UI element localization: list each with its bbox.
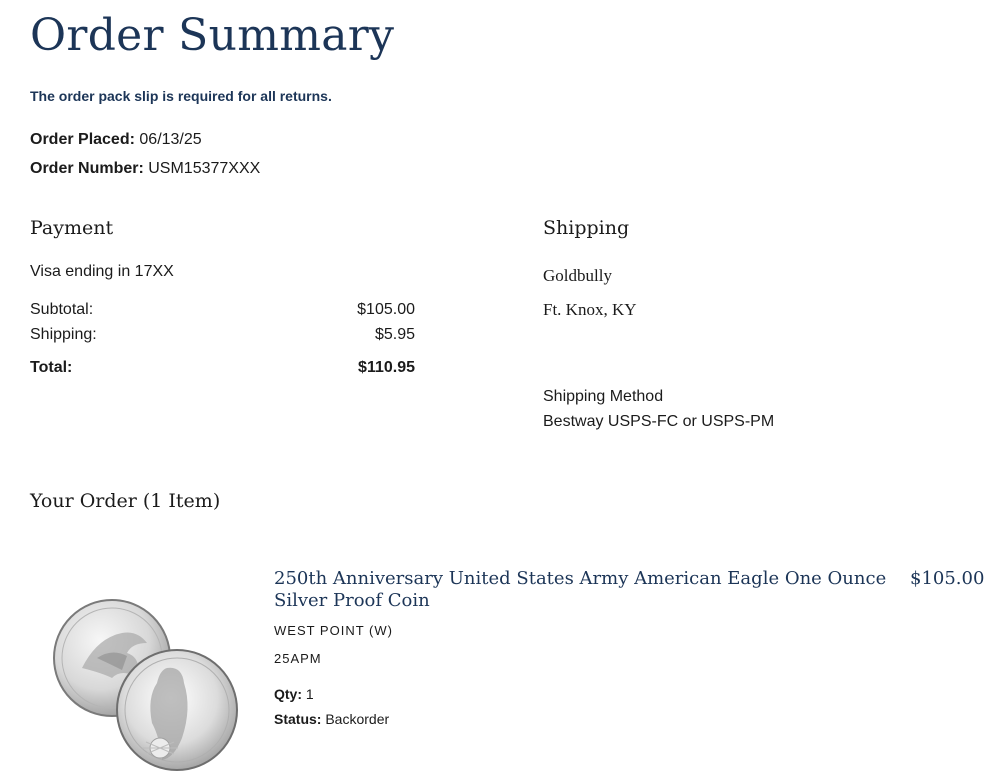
shipping-cost-value: $5.95 xyxy=(374,326,415,343)
order-placed-row xyxy=(30,131,202,149)
order-placed-value: 06/13/25 xyxy=(139,131,202,148)
total-label: Total: xyxy=(30,359,73,376)
payment-heading: Payment xyxy=(30,217,114,239)
shipping-method-label: Shipping Method xyxy=(543,388,664,405)
your-order-heading: Your Order (1 Item) xyxy=(30,490,221,512)
shipping-cost-row xyxy=(30,326,415,346)
shipping-cost-label: Shipping: xyxy=(30,326,97,343)
liberty-coin xyxy=(117,650,237,770)
order-placed-label: Order Placed: xyxy=(30,131,135,148)
shipping-name: Goldbully xyxy=(543,266,612,285)
shipping-method-value: Bestway USPS-FC or USPS-PM xyxy=(543,413,775,430)
item-mint: WEST POINT (W) xyxy=(274,623,393,638)
item-qty xyxy=(274,686,314,702)
shipping-location: Ft. Knox, KY xyxy=(543,300,637,319)
total-row xyxy=(30,359,415,379)
item-title-link[interactable]: 250th Anniversary United States Army American Eagle One Ounce Silver Proof Coin xyxy=(274,568,887,611)
item-status xyxy=(274,711,389,727)
item-status-label: Status: xyxy=(274,711,322,727)
subtotal-label: Subtotal: xyxy=(30,301,94,318)
returns-notice: The order pack slip is required for all returns. xyxy=(30,88,332,104)
payment-card: Visa ending in 17XX xyxy=(30,263,174,280)
item-status-value: Backorder xyxy=(325,711,390,727)
total-value: $110.95 xyxy=(358,359,415,376)
item-sku: 25APM xyxy=(274,651,322,666)
item-price: $105.00 xyxy=(910,568,985,589)
shipping-heading: Shipping xyxy=(543,217,630,239)
page-title: Order Summary xyxy=(30,10,395,61)
order-summary-page xyxy=(30,0,985,784)
subtotal-row xyxy=(30,301,415,321)
item-qty-value: 1 xyxy=(305,686,314,702)
item-qty-label: Qty: xyxy=(274,686,302,702)
order-number-value: USM15377XXX xyxy=(148,160,261,177)
order-number-row xyxy=(30,160,260,178)
subtotal-value: $105.00 xyxy=(357,301,415,318)
coin-image[interactable] xyxy=(42,598,242,773)
order-number-label: Order Number: xyxy=(30,160,144,177)
